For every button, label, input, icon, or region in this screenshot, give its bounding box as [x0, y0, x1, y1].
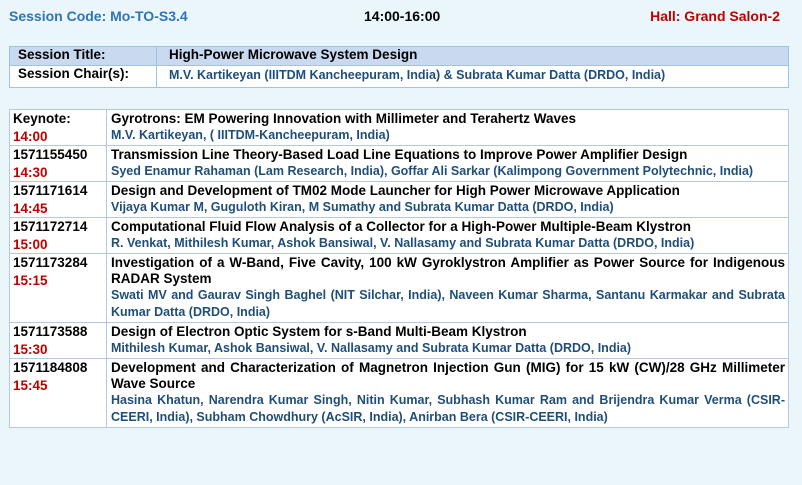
paper-time: 15:30 [13, 342, 48, 357]
paper-row [10, 254, 789, 323]
session-chair-label: Session Chair(s): [10, 66, 157, 88]
session-code: Session Code: Mo-TO-S3.4 [9, 8, 188, 24]
paper-id: 1571173588 [13, 324, 88, 339]
paper-authors: Mithilesh Kumar, Ashok Bansiwal, V. Nallasamy and Subrata Kumar Datta (DRDO, India) [111, 341, 632, 355]
paper-time: 14:30 [13, 165, 48, 180]
paper-id: 1571184808 [13, 360, 88, 375]
paper-id: 1571155450 [13, 147, 88, 162]
paper-authors: Swati MV and Gaurav Singh Baghel (NIT Silchar, India), Naveen Kumar Sharma, Santanu Karmakar and Subrata Kumar Datta (DRDO, India) [111, 288, 785, 319]
paper-authors: Syed Enamur Rahaman (Lam Research, India), Goffar Ali Sarkar (Kalimpong Government Polytechnic, India) [111, 164, 754, 178]
session-chairs: M.V. Kartikeyan (IIITDM Kancheepuram, India) & Subrata Kumar Datta (DRDO, India) [157, 66, 789, 88]
paper-row [10, 359, 789, 428]
paper-row [10, 146, 789, 182]
paper-row [10, 110, 789, 146]
paper-authors: M.V. Kartikeyan, ( IIITDM-Kancheepuram, India) [111, 128, 390, 142]
paper-id: 1571173284 [13, 255, 88, 270]
paper-id: 1571171614 [13, 183, 88, 198]
session-time: 14:00-16:00 [364, 8, 441, 24]
paper-time: 14:00 [13, 129, 48, 144]
paper-row [10, 182, 789, 218]
session-info-table [9, 46, 789, 88]
paper-title: Computational Fluid Flow Analysis of a Collector for a High-Power Multiple-Beam Klystron [111, 219, 692, 234]
paper-title: Investigation of a W-Band, Five Cavity, 100 kW Gyroklystron Amplifier as Power Source for Indigenous RADAR System [111, 255, 785, 286]
paper-row [10, 218, 789, 254]
paper-time: 14:45 [13, 201, 48, 216]
paper-authors: Hasina Khatun, Narendra Kumar Singh, Nitin Kumar, Subhash Kumar Ram and Brijendra Kumar Verma (CSIR-CEERI, India), Subham Chowdhury (AcSIR, India), Anirban Bera (CSIR-CEERI, India) [111, 393, 785, 424]
paper-schedule-table [9, 109, 789, 428]
session-hall: Hall: Grand Salon-2 [650, 8, 780, 24]
paper-title: Development and Characterization of Magnetron Injection Gun (MIG) for 15 kW (CW)/28 GHz Millimeter Wave Source [111, 360, 785, 391]
paper-row [10, 323, 789, 359]
session-title: High-Power Microwave System Design [157, 47, 789, 66]
paper-title: Design and Development of TM02 Mode Launcher for High Power Microwave Application [111, 183, 680, 198]
session-title-label: Session Title: [10, 47, 157, 66]
paper-time: 15:15 [13, 273, 48, 288]
paper-title: Gyrotrons: EM Powering Innovation with Millimeter and Terahertz Waves [111, 111, 577, 126]
paper-id: 1571172714 [13, 219, 88, 234]
paper-authors: Vijaya Kumar M, Guguloth Kiran, M Sumathy and Subrata Kumar Datta (DRDO, India) [111, 200, 614, 214]
session-chair-row [10, 66, 789, 88]
paper-id: Keynote: [13, 111, 71, 126]
paper-title: Transmission Line Theory-Based Load Line Equations to Improve Power Amplifier Design [111, 147, 688, 162]
session-title-row [10, 47, 789, 66]
paper-time: 15:45 [13, 378, 48, 393]
paper-authors: R. Venkat, Mithilesh Kumar, Ashok Bansiwal, V. Nallasamy and Subrata Kumar Datta (DRDO, India) [111, 236, 695, 250]
session-header [0, 0, 802, 30]
paper-title: Design of Electron Optic System for s-Band Multi-Beam Klystron [111, 324, 527, 339]
paper-time: 15:00 [13, 237, 48, 252]
